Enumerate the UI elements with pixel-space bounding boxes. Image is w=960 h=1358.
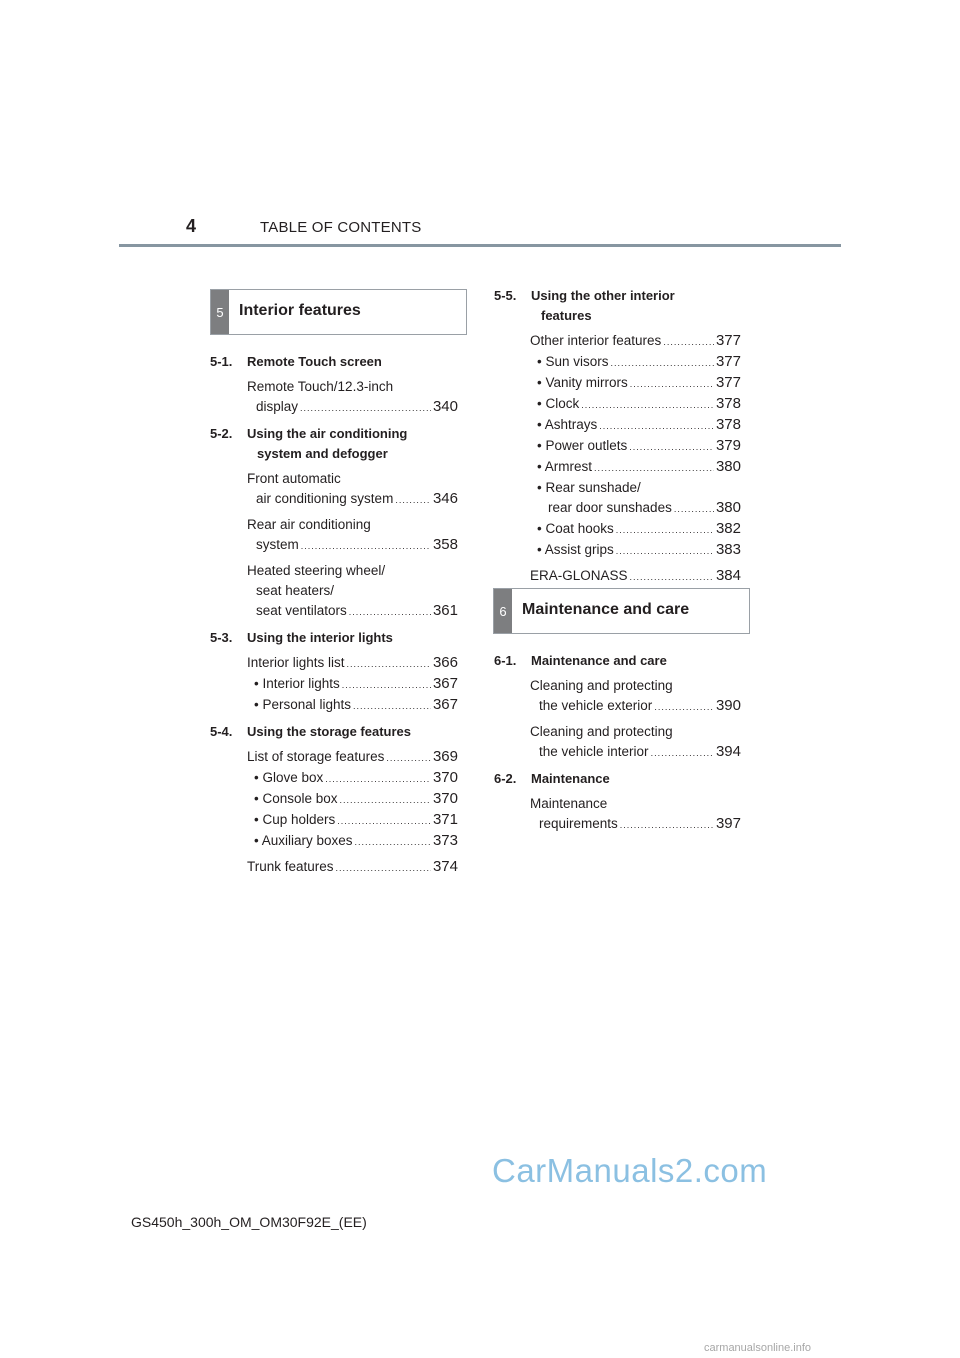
subsection-title-cont: features: [541, 308, 592, 323]
leader-dots: [663, 332, 714, 352]
entry-page: 384: [715, 567, 741, 584]
entry-text: • Interior lights: [254, 676, 340, 691]
entry-text: • Ashtrays: [537, 417, 598, 432]
leader-dots: [674, 499, 714, 519]
subsection-number: 5-5.: [494, 288, 517, 303]
entry-page: 377: [715, 353, 741, 370]
entry-page: 377: [715, 374, 741, 391]
entry-page: 346: [432, 490, 458, 507]
leader-dots: [325, 769, 431, 789]
subsection-number: 5-3.: [210, 630, 233, 645]
leader-dots: [629, 437, 714, 457]
leader-dots: [336, 858, 431, 878]
toc-entry[interactable]: [210, 561, 458, 622]
entry-page: 361: [432, 602, 458, 619]
subsection-title: Remote Touch screen: [247, 354, 382, 369]
subsection-5-2: [210, 424, 458, 464]
entry-page: 373: [432, 832, 458, 849]
subsection-title: Using the air conditioning: [247, 426, 408, 441]
leader-dots: [651, 743, 714, 763]
toc-entry[interactable]: [494, 566, 741, 587]
entry-page: 383: [715, 541, 741, 558]
subsection-number: 6-2.: [494, 771, 517, 786]
subsection-number: 6-1.: [494, 653, 517, 668]
entry-page: 374: [432, 858, 458, 875]
subsection-6-2: [494, 769, 741, 789]
entry-text: Trunk features: [247, 859, 334, 874]
toc-entry[interactable]: [210, 515, 458, 556]
section-number-tab: 5: [211, 290, 229, 334]
entry-page: 367: [432, 696, 458, 713]
entry-text: system: [256, 537, 299, 552]
subsection-5-1: [210, 352, 458, 372]
section-label: Maintenance and care: [522, 601, 690, 618]
leader-dots: [342, 675, 431, 695]
entry-text: Interior lights list: [247, 655, 345, 670]
leader-dots: [620, 815, 714, 835]
leader-dots: [395, 490, 431, 510]
leader-dots: [340, 790, 431, 810]
leader-dots: [386, 748, 431, 768]
section-5-header: [210, 289, 467, 335]
entry-text: • Glove box: [254, 770, 324, 785]
entry-page: 340: [432, 398, 458, 415]
entry-text: Heated steering wheel/: [247, 563, 386, 578]
header-rule: [119, 244, 841, 247]
subsection-number: 5-4.: [210, 724, 233, 739]
entry-text: • Auxiliary boxes: [254, 833, 353, 848]
leader-dots: [301, 536, 431, 556]
toc-right-column-bottom: [494, 651, 741, 835]
entry-text: Cleaning and protecting: [530, 678, 673, 693]
entry-text: List of storage features: [247, 749, 385, 764]
subsection-5-5: [494, 286, 741, 326]
toc-entry[interactable]: [494, 331, 741, 561]
site-watermark: carmanualsonline.info: [704, 1342, 812, 1354]
toc-entry[interactable]: [494, 722, 741, 763]
entry-page: 397: [715, 815, 741, 832]
entry-text: the vehicle exterior: [539, 698, 653, 713]
entry-page: 366: [432, 654, 458, 671]
subsection-number: 5-2.: [210, 426, 233, 441]
leader-dots: [300, 398, 431, 418]
entry-text: requirements: [539, 816, 618, 831]
leader-dots: [616, 541, 714, 561]
leader-dots: [616, 520, 714, 540]
entry-text: Front automatic: [247, 471, 341, 486]
toc-entry[interactable]: [494, 676, 741, 717]
entry-text: seat ventilators: [256, 603, 347, 618]
toc-entry[interactable]: [494, 794, 741, 835]
leader-dots: [654, 697, 714, 717]
entry-page: 358: [432, 536, 458, 553]
subsection-5-3: [210, 628, 458, 648]
subsection-number: 5-1.: [210, 354, 233, 369]
entry-page: 378: [715, 416, 741, 433]
entry-text: seat heaters/: [256, 583, 335, 598]
page-title: TABLE OF CONTENTS: [260, 219, 422, 236]
leader-dots: [355, 832, 431, 852]
manual-code: GS450h_300h_OM_OM30F92E_(EE): [131, 1214, 367, 1230]
entry-page: 390: [715, 697, 741, 714]
entry-page: 370: [432, 769, 458, 786]
subsection-title: Using the other interior: [531, 288, 675, 303]
toc-entry[interactable]: [210, 469, 458, 510]
entry-text: • Sun visors: [537, 354, 609, 369]
toc-entry[interactable]: [210, 747, 458, 852]
toc-left-column: [210, 352, 458, 878]
entry-text: Rear air conditioning: [247, 517, 371, 532]
entry-text: Remote Touch/12.3-inch: [247, 379, 394, 394]
entry-text: • Coat hooks: [537, 521, 614, 536]
entry-text: • Power outlets: [537, 438, 628, 453]
entry-text: • Console box: [254, 791, 338, 806]
entry-page: 380: [715, 499, 741, 516]
page-number: 4: [186, 216, 197, 236]
entry-page: 369: [432, 748, 458, 765]
entry-text: • Cup holders: [254, 812, 336, 827]
entry-text: • Clock: [537, 396, 580, 411]
entry-page: 380: [715, 458, 741, 475]
toc-entry[interactable]: [210, 377, 458, 418]
entry-text: ERA-GLONASS: [530, 568, 628, 583]
entry-text: Cleaning and protecting: [530, 724, 673, 739]
entry-page: 370: [432, 790, 458, 807]
entry-text: • Armrest: [537, 459, 592, 474]
section-number-tab: 6: [494, 589, 512, 633]
leader-dots: [581, 395, 714, 415]
watermark-logo: CarManuals2.com: [492, 1152, 768, 1189]
entry-text: Other interior features: [530, 333, 662, 348]
leader-dots: [337, 811, 431, 831]
entry-page: 382: [715, 520, 741, 537]
entry-text: the vehicle interior: [539, 744, 649, 759]
entry-text: air conditioning system: [256, 491, 394, 506]
entry-page: 379: [715, 437, 741, 454]
leader-dots: [630, 374, 714, 394]
entry-page: 394: [715, 743, 741, 760]
entry-text: Maintenance: [530, 796, 608, 811]
subsection-title-cont: system and defogger: [257, 446, 388, 461]
entry-page: 367: [432, 675, 458, 692]
subsection-title: Maintenance: [531, 771, 610, 786]
subsection-title: Using the interior lights: [247, 630, 393, 645]
leader-dots: [630, 567, 714, 587]
leader-dots: [349, 602, 431, 622]
entry-text: • Vanity mirrors: [537, 375, 628, 390]
leader-dots: [353, 696, 431, 716]
toc-right-column-top: [494, 286, 741, 587]
leader-dots: [594, 458, 714, 478]
toc-entry[interactable]: [210, 653, 458, 716]
subsection-5-4: [210, 722, 458, 742]
toc-entry[interactable]: [210, 857, 458, 878]
subsection-6-1: [494, 651, 741, 671]
entry-text: display: [256, 399, 299, 414]
entry-text: • Personal lights: [254, 697, 352, 712]
leader-dots: [599, 416, 714, 436]
entry-page: 377: [715, 332, 741, 349]
entry-page: 371: [432, 811, 458, 828]
entry-page: 378: [715, 395, 741, 412]
subsection-title: Maintenance and care: [531, 653, 667, 668]
section-6-header: [493, 588, 750, 634]
section-label: Interior features: [239, 302, 361, 319]
leader-dots: [611, 353, 714, 373]
entry-text: • Assist grips: [537, 542, 614, 557]
subsection-title: Using the storage features: [247, 724, 411, 739]
leader-dots: [347, 654, 431, 674]
entry-text: rear door sunshades: [548, 500, 672, 515]
entry-text: • Rear sunshade/: [537, 480, 641, 495]
